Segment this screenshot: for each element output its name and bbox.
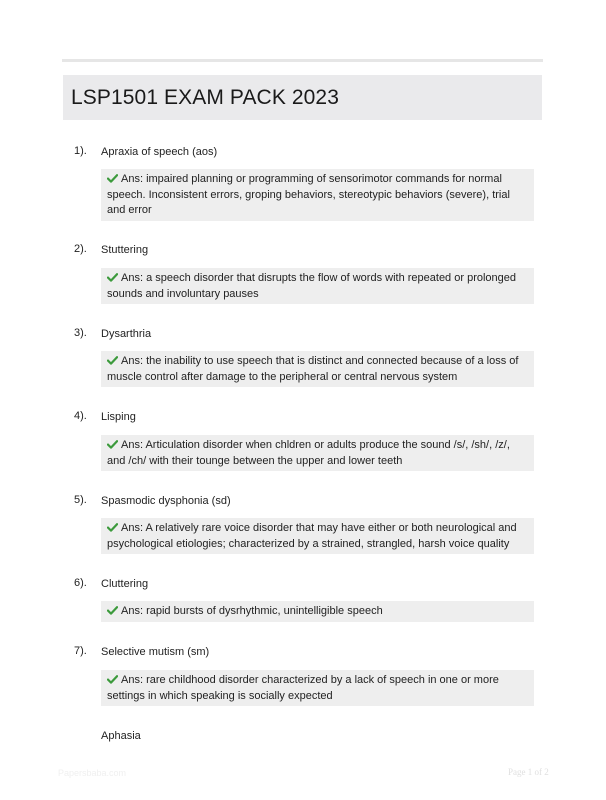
question-number: 1). [74, 145, 87, 157]
answer-text: Ans: a speech disorder that disrupts the flow of words with repeated or prolonged sounds and involuntary pauses [107, 272, 517, 300]
checkmark-icon [107, 440, 118, 449]
checkmark-icon [107, 523, 118, 532]
question-number: 6). [74, 577, 87, 589]
question-text: Selective mutism (sm) [101, 646, 210, 658]
answer-text: Ans: impaired planning or programming of sensorimotor commands for normal speech. Inconsistent errors, groping behaviors, stereotypic behaviors (severe), trial and error [107, 173, 510, 216]
question-text: Lisping [101, 411, 136, 423]
answer-box [101, 670, 534, 706]
question-number: 4). [74, 410, 87, 422]
page-title: LSP1501 EXAM PACK 2023 [71, 85, 339, 109]
title-banner [63, 75, 542, 120]
answer-text: Ans: A relatively rare voice disorder that may have either or both neurological and psychological etiologies; characterized by a strained, strangled, harsh voice quality [107, 522, 517, 550]
page-indicator: Page 1 of 2 [508, 767, 549, 777]
question-text: Apraxia of speech (aos) [101, 146, 218, 158]
answer-box [101, 351, 534, 387]
question-number: 2). [74, 243, 87, 255]
checkmark-icon [107, 273, 118, 282]
question-text: Aphasia [101, 730, 141, 742]
checkmark-icon [107, 174, 118, 183]
question-text: Dysarthria [101, 328, 152, 340]
answer-text: Ans: Articulation disorder when chldren or adults produce the sound /s/, /sh/, /z/, and /ch/ with their tounge between the upper and lower teeth [107, 439, 510, 467]
answer-box [101, 518, 534, 554]
answer-text: Ans: rare childhood disorder characterized by a lack of speech in one or more settings in which speaking is socially expected [107, 674, 499, 702]
answer-text: Ans: the inability to use speech that is distinct and connected because of a loss of muscle control after damage to the peripheral or central nervous system [107, 355, 519, 383]
top-divider [62, 59, 543, 62]
answer-text: Ans: rapid bursts of dysrhythmic, unintelligible speech [121, 605, 383, 617]
checkmark-icon [107, 675, 118, 684]
question-text: Stuttering [101, 244, 149, 256]
question-text: Cluttering [101, 578, 149, 590]
question-text: Spasmodic dysphonia (sd) [101, 495, 231, 507]
checkmark-icon [107, 606, 118, 615]
question-number: 7). [74, 645, 87, 657]
checkmark-icon [107, 356, 118, 365]
answer-box [101, 601, 534, 622]
watermark: Papersbaba.com [58, 768, 127, 778]
question-number: 3). [74, 327, 87, 339]
answer-box [101, 435, 534, 471]
answer-box [101, 268, 534, 304]
question-number: 5). [74, 494, 87, 506]
answer-box [101, 169, 534, 221]
